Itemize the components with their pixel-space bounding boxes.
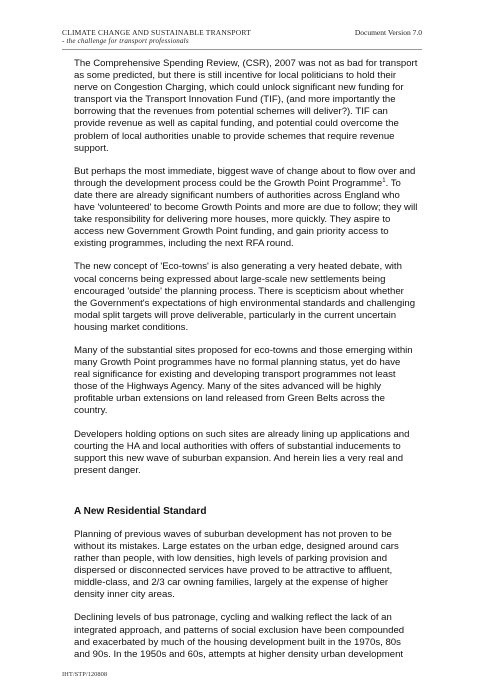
paragraph-growth-point	[74, 166, 418, 251]
growth-point-rest: . To date there are already significant numbers of authorities across England who have 'volunteered' to become Growth Points and more are due to follow; they will take responsibility for delivering more houses, more quickly. They aspire to access new Government Growth Point funding, and gain priority access to existing programmes, including the next RFA round.	[74, 177, 418, 250]
document-version: Document Version 7.0	[354, 28, 422, 37]
section-heading: A New Residential Standard	[74, 505, 207, 517]
running-header	[62, 28, 322, 46]
paragraph-declining: Declining levels of bus patronage, cycling and walking reflect the lack of an integrated approach, and patterns of social exclusion have been compounded and exacerbated by much of the housing development built in the 1970s, 80s and 90s. In the 1950s and 60s, attempts at higher density urban development	[74, 612, 405, 660]
footer-code: IHT/STP/120808	[62, 671, 108, 678]
document-body	[74, 58, 418, 672]
paragraph-developers: Developers holding options on such sites are already lining up applications and courting the HA and local authorities with offers of substantial inducements to support this new wave of suburban expansion. And herein lies a very real and present danger.	[74, 428, 410, 476]
growth-point-lead: But perhaps the most immediate, biggest wave of change about to flow over and through the development process could be the Growth Point Programme	[74, 165, 416, 189]
header-title: CLIMATE CHANGE AND SUSTAINABLE TRANSPORT	[62, 28, 251, 37]
paragraph-csr: The Comprehensive Spending Review, (CSR), 2007 was not as bad for transport as some predicted, but there is still incentive for local politicians to hold their nerve on Congestion Charging, which could unlock significant new funding for transport via the Transport Innovation Fund (TIF), (and more importantly the borrowing that the revenues from potential schemes will deliver?). TIF can provide revenue as well as capital funding, and potential could overcome the problem of local authorities unable to provide schemes that require revenue support.	[74, 58, 418, 154]
header-rule	[62, 49, 422, 50]
footnote-mark: 1	[382, 177, 386, 184]
paragraph-substantial-sites: Many of the substantial sites proposed for eco-towns and those emerging within many Growth Point programmes have no formal planning status, yet do have real significance for existing and developing transport programmes not least those of the Highways Agency. Many of the sites advanced will be highly profitable urban extensions on land released from Green Belts across the country.	[74, 344, 413, 417]
paragraph-planning: Planning of previous waves of suburban development has not proven to be without its mistakes. Large estates on the urban edge, designed around cars rather than people, with low densities, high levels of parking provision and dispersed or disconnected services have proved to be attractive to affluent, middle-class, and 2/3 car owning families, largely at the expense of higher density inner city areas.	[74, 528, 399, 601]
paragraph-eco-towns: The new concept of 'Eco-towns' is also generating a very heated debate, with vocal concerns being expressed about large-scale new settlements being encouraged 'outside' the planning process. There is scepticism about whether the Government's expectations of high environmental standards and challenging modal split targets will prove deliverable, particularly in the current uncertain housing market conditions.	[74, 261, 416, 333]
header-subtitle: - the challenge for transport professionals	[62, 37, 189, 45]
